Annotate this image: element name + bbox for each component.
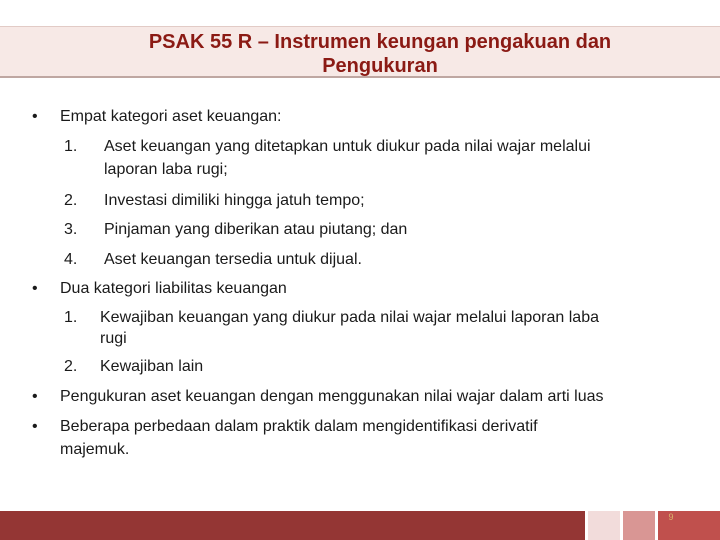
bullet-4-text: Beberapa perbedaan dalam praktik dalam mengidentifikasi derivatif [60,418,538,435]
slide-title-line-1: PSAK 55 R – Instrumen keungan pengakuan dan [148,31,612,53]
list-item-text: Kewajiban lain [100,358,204,375]
footer-bar [0,511,720,540]
list-item-number: 2. [64,192,78,209]
list-item-number: 1. [64,309,78,326]
list-item-text: Aset keuangan yang ditetapkan untuk diukur pada nilai wajar melalui [104,138,591,155]
bullet-4-text-continued: majemuk. [60,441,130,458]
page-number: 9 [668,512,674,522]
list-item-text: Investasi dimiliki hingga jatuh tempo; [104,192,365,209]
footer-segment-mid [623,511,655,540]
bullet-glyph: • [32,418,38,435]
bullet-glyph: • [32,388,38,405]
footer-segment-light [588,511,620,540]
list-item-number: 4. [64,251,78,268]
list-item-text: Kewajiban keuangan yang diukur pada nilai wajar melalui laporan laba [100,309,599,326]
slide-title-line-2: Pengukuran [322,55,438,77]
list-item-text-continued: laporan laba rugi; [104,161,228,178]
list-item-text: Aset keuangan tersedia untuk dijual. [104,251,362,268]
list-item-number: 1. [64,138,78,155]
bullet-3-text: Pengukuran aset keuangan dengan menggunakan nilai wajar dalam arti luas [60,388,604,405]
list-item-number: 3. [64,221,78,238]
bullet-1-text: Empat kategori aset keuangan: [60,108,282,125]
list-item-text-continued: rugi [100,330,127,347]
bullet-glyph: • [32,280,38,297]
bullet-glyph: • [32,108,38,125]
list-item-number: 2. [64,358,78,375]
footer-segment-main [0,511,585,540]
bullet-2-text: Dua kategori liabilitas keuangan [60,280,287,297]
list-item-text: Pinjaman yang diberikan atau piutang; dan [104,221,408,238]
